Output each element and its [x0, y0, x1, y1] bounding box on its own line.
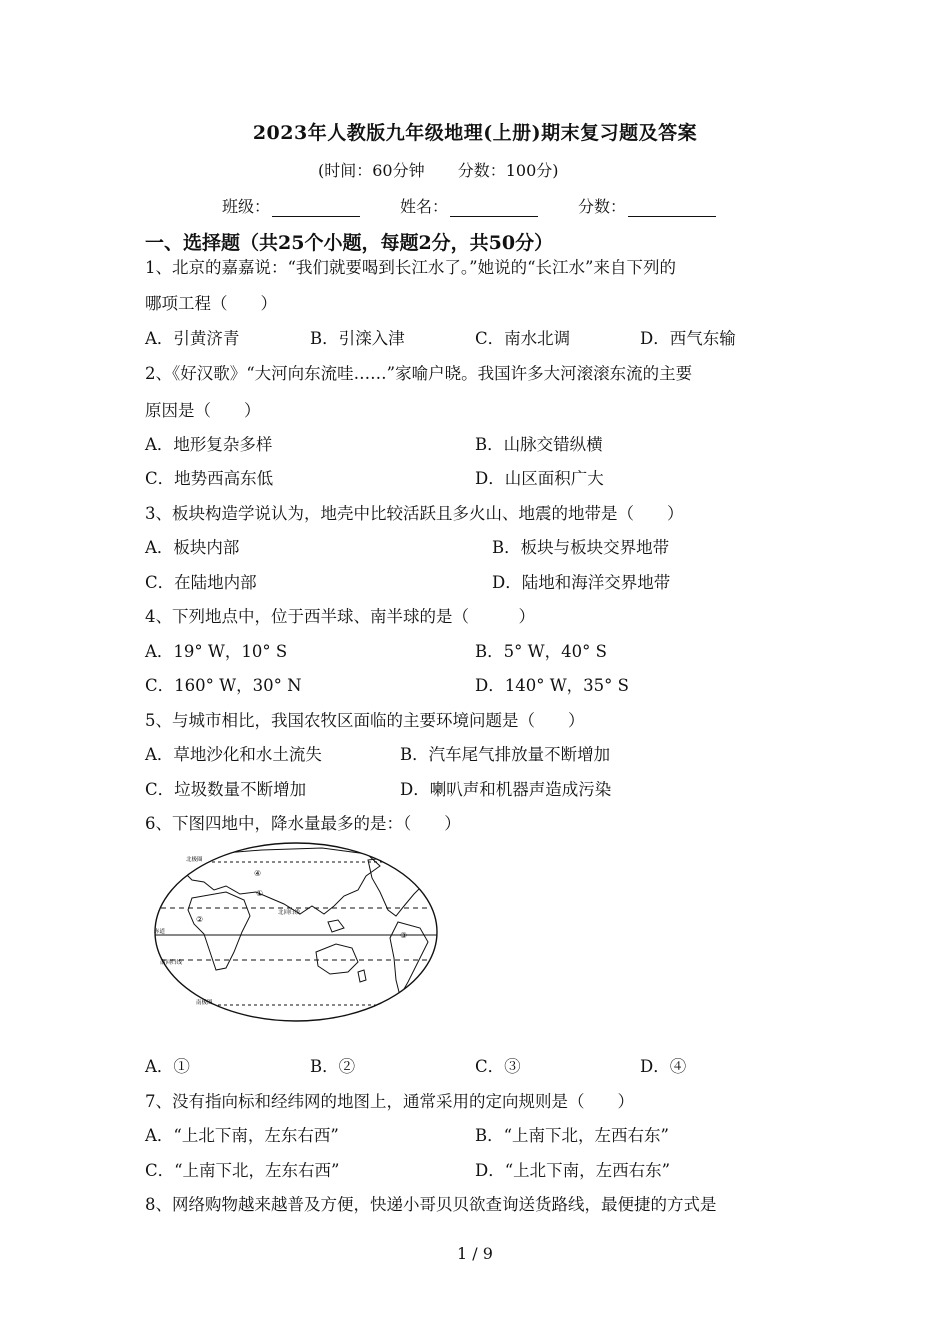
q2-option-c: C．地势西高东低: [145, 469, 274, 488]
q3-line1: 3、板块构造学说认为，地壳中比较活跃且多火山、地震的地带是（ ）: [145, 504, 684, 523]
q5-option-d: D．喇叭声和机器声造成污染: [400, 780, 612, 799]
score-label: 分数：: [578, 197, 627, 216]
q6-option-b: B．②: [310, 1057, 356, 1076]
page-title: 2023年人教版九年级地理(上册)期末复习题及答案: [252, 122, 698, 144]
name-label: 姓名：: [400, 197, 449, 216]
q1-option-d: D．西气东输: [640, 329, 736, 348]
q3-option-a: A．板块内部: [145, 538, 240, 557]
q4-line1: 4、下列地点中，位于西半球、南半球的是（ ）: [145, 607, 535, 626]
label-tropic-north: 北回归线: [278, 910, 301, 916]
q6-line1: 6、下图四地中，降水量最多的是：（ ）: [145, 814, 461, 833]
q7-line1: 7、没有指向标和经纬网的地图上，通常采用的定向规则是（ ）: [145, 1092, 634, 1111]
q7-option-c: C．“上南下北，左东右西”: [145, 1161, 340, 1180]
label-arctic: 北极圈: [186, 857, 203, 863]
q1-option-a: A．引黄济青: [145, 329, 240, 348]
q5-option-b: B．汽车尾气排放量不断增加: [400, 745, 611, 764]
q4-option-a: A．19° W，10° S: [145, 642, 288, 661]
eurasia-shape: [180, 848, 380, 914]
q1-line2: 哪项工程（ ）: [145, 294, 277, 313]
label-antarctic: 南极圈: [196, 1000, 213, 1006]
class-label: 班级：: [222, 197, 271, 216]
mark-3: ③: [400, 931, 408, 940]
q2-line1: 2、《好汉歌》“大河向东流哇……”家喻户晓。我国许多大河滚滚东流的主要: [145, 364, 693, 383]
q2-option-d: D．山区面积广大: [475, 469, 604, 488]
label-equator: 赤道: [154, 929, 166, 935]
name-field: [400, 194, 538, 217]
exam-total-score: 分数：100分): [457, 161, 559, 180]
mark-1: ①: [256, 889, 264, 898]
world-map: [152, 840, 440, 1024]
australia-shape: [316, 944, 358, 974]
section-heading: 一、选择题（共25个小题，每题2分，共50分）: [145, 232, 554, 254]
q1-option-b: B．引滦入津: [310, 329, 405, 348]
name-blank: [450, 200, 538, 217]
q6-option-d: D．④: [640, 1057, 687, 1076]
exam-time: (时间：60分钟: [318, 161, 425, 180]
student-fields: [222, 194, 756, 217]
africa-shape: [188, 892, 250, 970]
mark-4: ④: [254, 869, 262, 878]
map-outline: [155, 843, 437, 1021]
class-blank: [272, 200, 360, 217]
q4-option-c: C．160° W，30° N: [145, 676, 302, 695]
q4-option-d: D．140° W，35° S: [475, 676, 629, 695]
q6-option-c: C．③: [475, 1057, 521, 1076]
north-america-shape: [368, 856, 428, 916]
q3-option-c: C．在陆地内部: [145, 573, 257, 592]
score-field: [578, 194, 716, 217]
island-shape: [358, 970, 366, 982]
q2-option-a: A．地形复杂多样: [145, 435, 273, 454]
q3-option-b: B．板块与板块交界地带: [492, 538, 670, 557]
q7-option-d: D．“上北下南，左西右东”: [475, 1161, 671, 1180]
q5-line1: 5、与城市相比，我国农牧区面临的主要环境问题是（ ）: [145, 711, 585, 730]
q2-line2: 原因是（ ）: [145, 401, 261, 420]
q5-option-c: C．垃圾数量不断增加: [145, 780, 307, 799]
q7-option-b: B．“上南下北，左西右东”: [475, 1126, 669, 1145]
q5-option-a: A．草地沙化和水土流失: [145, 745, 322, 764]
label-tropic-south: 南回归线: [160, 960, 183, 966]
q1-option-c: C．南水北调: [475, 329, 571, 348]
island-shape: [328, 920, 344, 932]
q4-option-b: B．5° W，40° S: [475, 642, 607, 661]
score-blank: [628, 200, 716, 217]
q2-option-b: B．山脉交错纵横: [475, 435, 603, 454]
page-number: 1 / 9: [457, 1244, 493, 1263]
q8-line1: 8、网络购物越来越普及方便，快递小哥贝贝欲查询送货路线，最便捷的方式是: [145, 1195, 717, 1214]
mark-2: ②: [196, 915, 204, 924]
q1-line1: 1、北京的嘉嘉说：“我们就要喝到长江水了。”她说的“长江水”来自下列的: [145, 258, 676, 277]
q6-option-a: A．①: [145, 1057, 190, 1076]
exam-meta: [318, 158, 559, 181]
q7-option-a: A．“上北下南，左东右西”: [145, 1126, 339, 1145]
q3-option-d: D．陆地和海洋交界地带: [492, 573, 671, 592]
class-field: [222, 194, 360, 217]
